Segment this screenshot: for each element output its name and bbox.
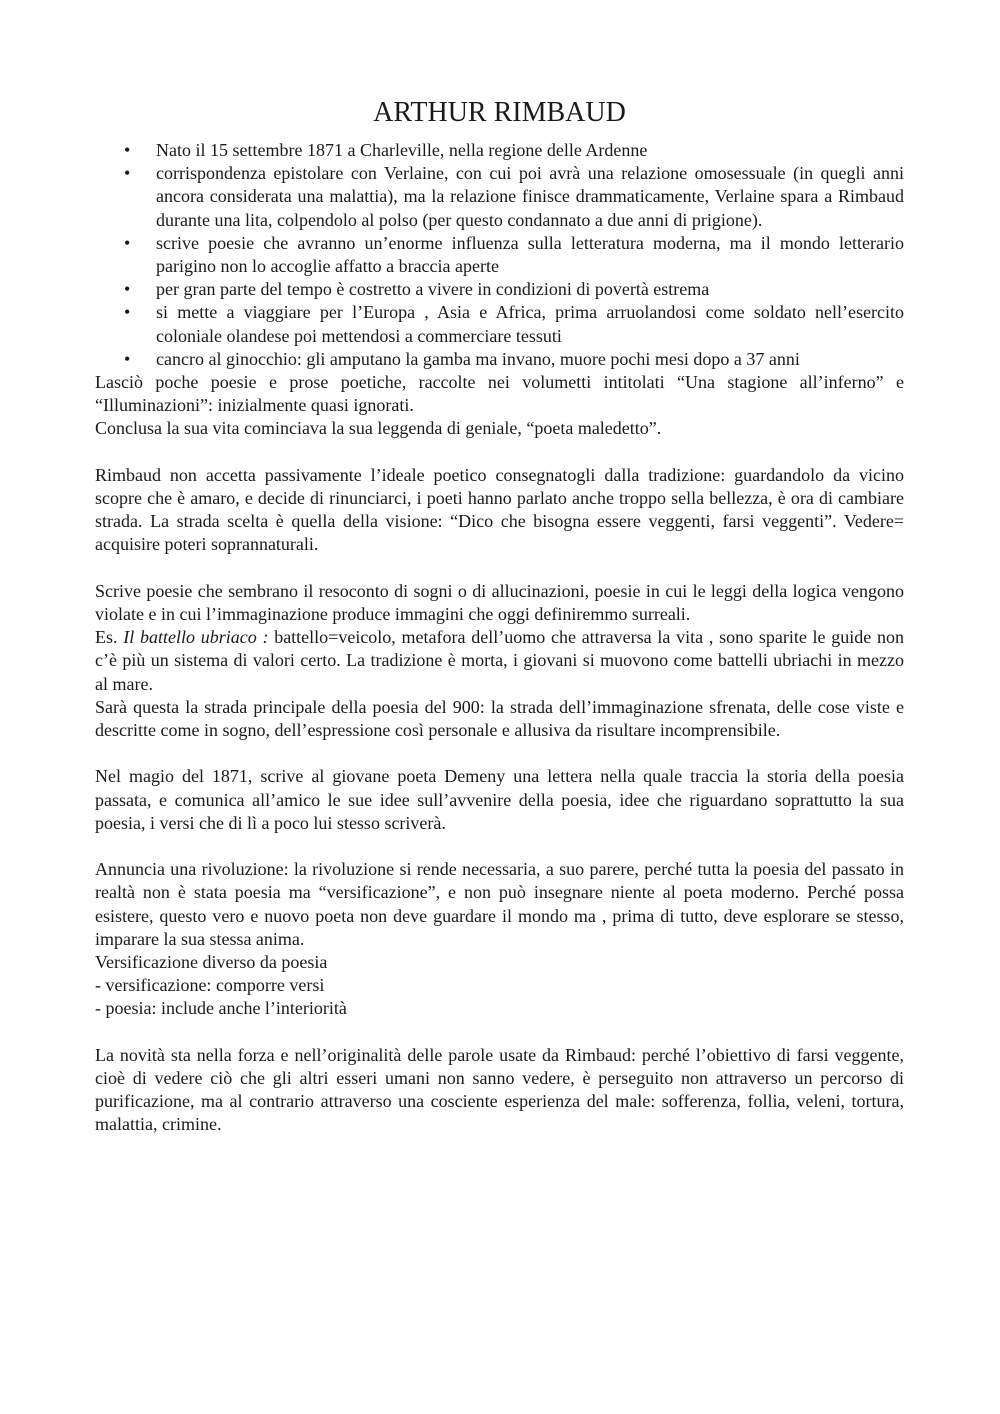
paragraph-revolution: Annuncia una rivoluzione: la rivoluzione si rende necessaria, a suo parere, perché tutta la poesia del passato in realtà non è stata poesia ma “versificazione”, e non può insegnare niente al poeta moderno. Perché possa esistere, questo vero e nuovo poeta non deve guardare il mondo ma , prima di tutto, deve esplorare se stesso, imparare la sua stessa anima. (95, 859, 904, 949)
paragraph-vision: Rimbaud non accetta passivamente l’ideale poetico consegnatogli dalla tradizione: guardandolo da vicino scopre che è amaro, e decide di rinunciarci, i poeti hanno parlato anche troppo sella bellezza, è ora di cambiare strada. La strada scelta è quella della visione: “Dico che bisogna essere veggenti, farsi veggenti”. Vedere= acquisire poteri soprannaturali. (95, 464, 904, 555)
bullet-text: corrispondenza epistolare con Verlaine, con cui poi avrà una relazione omosessuale (in quegli anni ancora considerata una malattia), ma la relazione finisce drammaticamente, Verlaine spara a Rimbaud durante una lita, colpendolo al polso (per questo condannato a due anni di prigione). (156, 163, 904, 230)
bullet-item-poetry-influence (95, 232, 904, 278)
poem-title: Il battello ubriaco : (123, 627, 269, 648)
bullet-icon: • (124, 232, 131, 253)
bullet-text: Nato il 15 settembre 1871 a Charleville, nella regione delle Ardenne (156, 140, 648, 160)
bullet-icon: • (124, 279, 131, 300)
paragraph-dreams: Scrive poesie che sembrano il resoconto di sogni o di allucinazioni, poesie in cui le leggi della logica vengono violate e in cui l’immaginazione produce immagini che oggi definiremmo surreali. (95, 580, 904, 625)
bullet-item-travels (95, 301, 904, 347)
blank-line (95, 557, 904, 580)
document-page (95, 95, 904, 1137)
bullet-text: si mette a viaggiare per l’Europa , Asia e Africa, prima arruolandosi come soldato nell’esercito coloniale olandese poi mettendosi a commerciare tessuti (156, 302, 904, 346)
blank-line (95, 742, 904, 765)
bio-bullet-list (95, 139, 904, 371)
paragraph-demeny-letter: Nel magio del 1871, scrive al giovane poeta Demeny una lettera nella quale traccia la storia della poesia passata, e comunica all’amico le sue idee sull’avvenire della poesia, idee che riguardano soprattutto la sua poesia, i versi che di lì a poco lui stesso scriverà. (95, 766, 904, 833)
blank-line (95, 441, 904, 464)
bullet-text: cancro al ginocchio: gli amputano la gamba ma invano, muore pochi mesi dopo a 37 anni (156, 348, 800, 369)
paragraph-legend: Conclusa la sua vita cominciava la sua leggenda di geniale, “poeta maledetto”. (95, 418, 662, 439)
blank-line (95, 835, 904, 858)
paragraph-900: Sarà questa la strada principale della poesia del 900: la strada dell’immaginazione sfrenata, delle cose viste e descritte come in sogno, dell’espressione così personale e allusiva da risultare incomprensibile. (95, 696, 904, 741)
paragraph-works: Lasciò poche poesie e prose poetiche, raccolte nei volumetti intitolati “Una stagione all’inferno” e “Illuminazioni”: inizialmente quasi ignorati. (95, 372, 904, 416)
bullet-icon: • (124, 140, 131, 160)
line-versification-heading: Versificazione diverso da poesia (95, 952, 328, 973)
paragraph-novelty: La novità sta nella forza e nell’originalità delle parole usate da Rimbaud: perché l’obiettivo di farsi veggente, cioè di vedere ciò che gli altri esseri umani non sanno vedere, è perseguito non attraverso un percorso di purificazione, ma al contrario attraverso una cosciente esperienza del male: sofferenza, follia, veleni, tortura, malattia, crimine. (95, 1044, 904, 1135)
bullet-icon: • (124, 163, 131, 184)
bullet-item-birth (95, 139, 904, 162)
bullet-text: scrive poesie che avranno un’enorme influenza sulla letteratura moderna, ma il mondo letterario parigino non lo accoglie affatto a braccia aperte (156, 232, 904, 277)
example-prefix: Es. (95, 627, 124, 648)
example-text: battello=veicolo, metafora dell’uomo che attraversa la vita , sono sparite le guide non c’è più un sistema di valori certo. La tradizione è morta, i giovani si muovono come battelli ubriachi in mezzo al mare. (95, 627, 905, 694)
bullet-item-poverty (95, 278, 904, 301)
bullet-item-verlaine (95, 162, 904, 232)
bullet-icon: • (124, 302, 131, 323)
line-versification-def: - versificazione: comporre versi (95, 975, 325, 996)
line-poetry-def: - poesia: include anche l’interiorità (95, 998, 347, 1019)
document-title: ARTHUR RIMBAUD (373, 97, 626, 128)
bullet-text: per gran parte del tempo è costretto a vivere in condizioni di povertà estrema (156, 279, 710, 300)
bullet-icon: • (124, 348, 131, 369)
blank-line (95, 1021, 904, 1044)
paragraph-example (95, 626, 904, 696)
bullet-item-death (95, 348, 904, 371)
